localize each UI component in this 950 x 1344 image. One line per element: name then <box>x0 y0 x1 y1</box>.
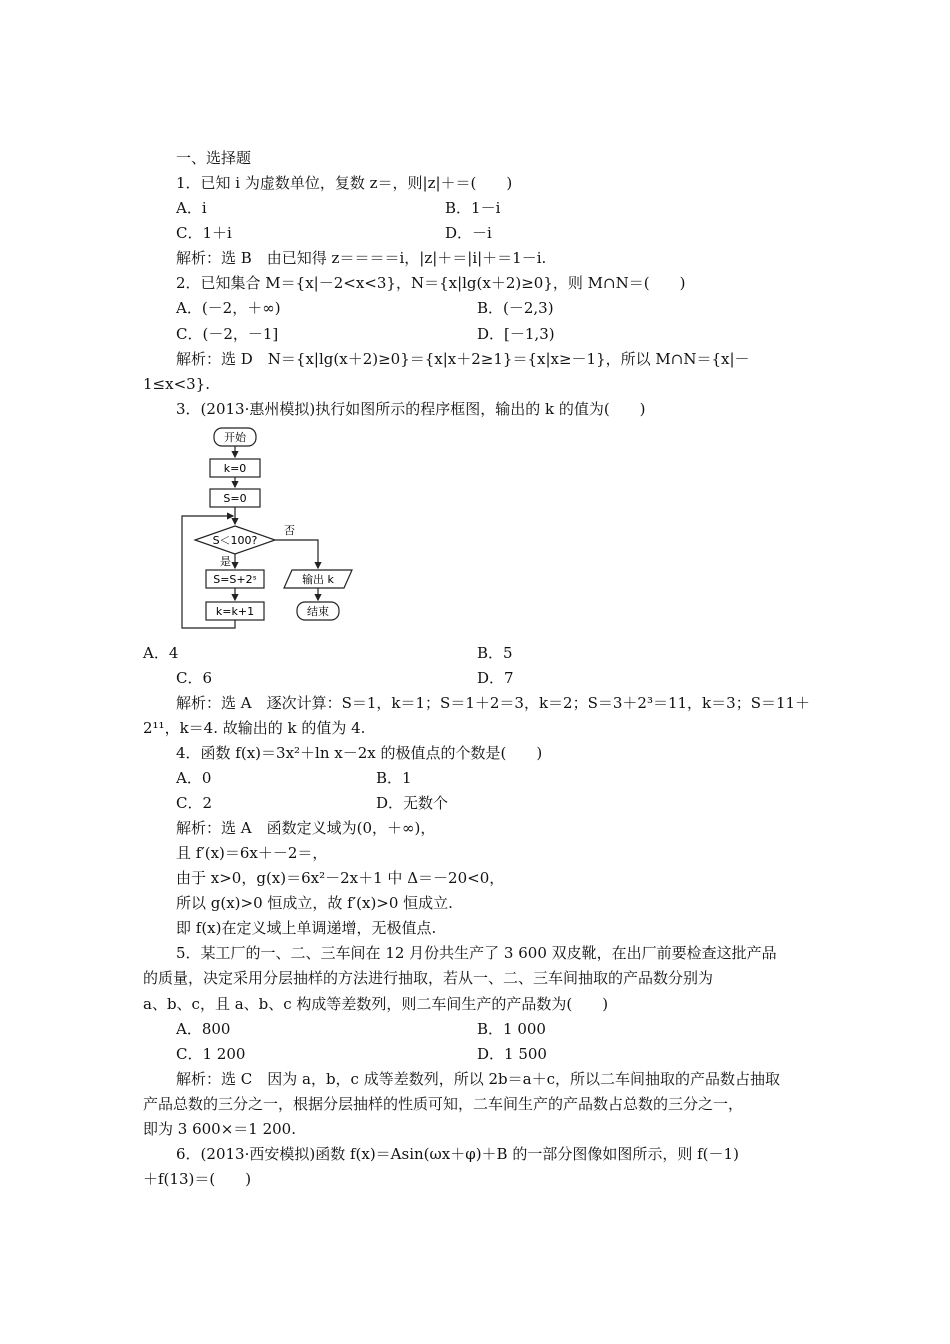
q4-solution-line3: 由于 x>0，g(x)＝6x²－2x＋1 中 Δ＝－20<0， <box>176 869 505 887</box>
q3-option-c: C．6 <box>176 669 213 687</box>
flow-yes-label: 是 <box>220 555 231 568</box>
q2-option-a: A．(－2，＋∞) <box>176 299 281 317</box>
q3-solution-line2: 2¹¹，k＝4. 故输出的 k 的值为 4. <box>143 719 366 737</box>
q1-solution: 解析：选 B 由已知得 z＝＝＝＝i，|z|＋＝|i|＋＝1－i. <box>176 249 547 267</box>
q3-option-b: B．5 <box>477 644 513 662</box>
q3-option-a: A．4 <box>143 644 179 662</box>
q2-option-d: D．[－1,3) <box>477 325 555 343</box>
q2-option-c: C．(－2，－1] <box>176 325 279 343</box>
q2-solution-line1: 解析：选 D N＝{x|lg(x＋2)≥0}＝{x|x＋2≥1}＝{x|x≥－1}，所以 M∩N＝{x|－ <box>176 350 750 368</box>
q4-option-c: C．2 <box>176 794 213 812</box>
flow-update-k-label: k=k+1 <box>215 605 255 618</box>
q2-solution-line2: 1≤x<3}. <box>143 375 210 393</box>
q4-option-a: A．0 <box>176 769 212 787</box>
question-3: 3．(2013·惠州模拟)执行如图所示的程序框图，输出的 k 的值为( ) <box>176 400 646 418</box>
flow-no-label: 否 <box>284 524 295 537</box>
question-2: 2．已知集合 M＝{x|－2<x<3}，N＝{x|lg(x＋2)≥0}，则 M∩N＝( ) <box>176 274 686 292</box>
q5-solution-line1: 解析：选 C 因为 a，b，c 成等差数列，所以 2b＝a＋c，所以二车间抽取的产品数占抽取 <box>176 1070 780 1088</box>
question-5-line1: 5．某工厂的一、二、三车间在 12 月份共生产了 3 600 双皮靴，在出厂前要检查这批产品 <box>176 944 777 962</box>
q5-solution-line2: 产品总数的三分之一，根据分层抽样的性质可知，二车间生产的产品数占总数的三分之一， <box>143 1095 744 1113</box>
q4-solution-line4: 所以 g(x)>0 恒成立，故 f′(x)>0 恒成立. <box>176 894 453 912</box>
flow-update-s-label: S=S+2ˢ <box>213 573 257 586</box>
flow-k-init-label: k=0 <box>223 462 247 475</box>
q1-option-b: B．1－i <box>445 199 501 217</box>
q5-solution-line3: 即为 3 600×＝1 200. <box>143 1120 296 1138</box>
q4-solution-line2: 且 f′(x)＝6x＋－2＝， <box>176 844 328 862</box>
question-5-line3: a、b、c，且 a、b、c 构成等差数列，则二车间生产的产品数为( ) <box>143 995 609 1013</box>
flow-s-init-label: S=0 <box>223 492 247 505</box>
q5-option-a: A．800 <box>176 1020 231 1038</box>
flow-start-label: 开始 <box>224 431 246 444</box>
q2-option-b: B．(－2,3) <box>477 299 554 317</box>
q5-option-d: D．1 500 <box>477 1045 547 1063</box>
question-5-line2: 的质量，决定采用分层抽样的方法进行抽取，若从一、二、三车间抽取的产品数分别为 <box>143 969 714 987</box>
q1-option-c: C．1＋i <box>176 224 232 242</box>
q5-option-b: B．1 000 <box>477 1020 546 1038</box>
flow-condition-label: S＜100? <box>212 534 258 547</box>
flow-end-label: 结束 <box>307 605 329 618</box>
question-6-line1: 6．(2013·西安模拟)函数 f(x)＝Asin(ωx＋φ)＋B 的一部分图像如图所示，则 f(－1) <box>176 1145 739 1163</box>
q4-solution-line5: 即 f(x)在定义域上单调递增，无极值点. <box>176 919 437 937</box>
question-4: 4．函数 f(x)＝3x²＋ln x－2x 的极值点的个数是( ) <box>176 744 543 762</box>
q4-option-b: B．1 <box>376 769 412 787</box>
question-6-line2: ＋f(13)＝( ) <box>143 1170 252 1188</box>
question-1: 1．已知 i 为虚数单位，复数 z＝，则|z|＋＝( ) <box>176 174 513 192</box>
section-heading: 一、选择题 <box>176 149 252 167</box>
q1-option-a: A．i <box>176 199 207 217</box>
flowchart <box>176 424 366 634</box>
q5-option-c: C．1 200 <box>176 1045 246 1063</box>
q4-solution-line1: 解析：选 A 函数定义域为(0，＋∞)， <box>176 819 436 837</box>
q1-option-d: D．－i <box>445 224 492 242</box>
q4-option-d: D．无数个 <box>376 794 449 812</box>
flow-output-label: 输出 k <box>302 573 334 586</box>
q3-solution-line1: 解析：选 A 逐次计算：S＝1，k＝1；S＝1＋2＝3，k＝2；S＝3＋2³＝11，k＝3；S＝11＋ <box>176 694 811 712</box>
q3-option-d: D．7 <box>477 669 514 687</box>
